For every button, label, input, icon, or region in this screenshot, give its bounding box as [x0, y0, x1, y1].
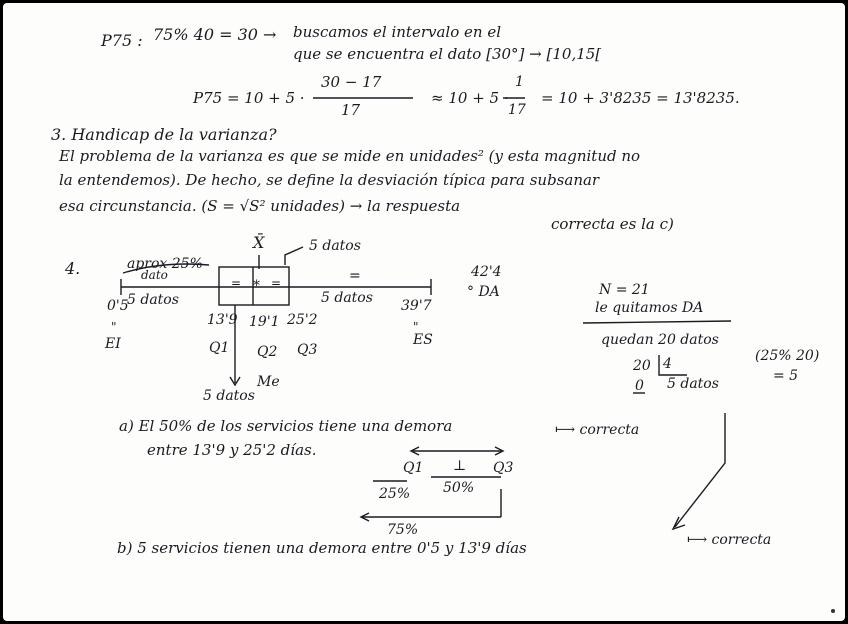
answer-pct-75: 75% [387, 522, 419, 538]
q4-left-five: 5 datos [127, 292, 179, 308]
side-remaining: quedan 20 datos [601, 332, 719, 348]
ink-strokes [3, 3, 845, 621]
q4-me-label: Me [257, 374, 280, 390]
q4-q2-label: Q2 [257, 344, 278, 360]
answer-a-line2: entre 13'9 y 25'2 días. [147, 441, 317, 459]
side-division-bracket [659, 355, 687, 375]
q4-xbar: X̄ [253, 233, 265, 252]
q4-ditto-min: " [111, 320, 117, 334]
q4-number: 4. [65, 259, 81, 278]
p75-desc-line2: que se encuentra el dato [30°] → [10,15[ [293, 45, 602, 63]
q4-q3-label: Q3 [297, 342, 318, 358]
answer-b-tag: ⟼ correcta [687, 532, 772, 548]
q3-line4: esa circunstancia. (S = √S² unidades) → la respuesta [59, 197, 461, 215]
q3-title: 3. Handicap de la varianza? [51, 125, 277, 144]
q3-line3: la entendemos). De hecho, se define la desviación típica para subsanar [59, 171, 600, 189]
q4-box-equal-left: = [231, 276, 242, 290]
answer-a-tag: ⟼ correcta [555, 422, 640, 438]
side-to-b-arrow [675, 413, 725, 527]
answer-q3: Q3 [493, 460, 514, 476]
q4-right-five: 5 datos [321, 290, 373, 306]
q4-ei: EI [105, 336, 121, 352]
side-div-dividend: 20 [633, 358, 651, 374]
q4-value-q1: 13'9 [207, 312, 238, 328]
q4-approx-dato: dato [141, 268, 168, 282]
q4-value-min: 0'5 [107, 298, 129, 314]
answer-a-line1: a) El 50% de los servicios tiene una demora [119, 417, 453, 435]
side-n: N = 21 [599, 282, 650, 298]
q4-five-bottom: 5 datos [203, 388, 255, 404]
worksheet-page [3, 3, 845, 621]
answer-median-mark: ⊥ [453, 458, 467, 474]
answer-pct-50: 50% [443, 480, 475, 496]
q4-box-mean-star: * [253, 278, 260, 294]
q4-es: ES [413, 332, 433, 348]
q4-five-top: 5 datos [309, 238, 361, 254]
side-div-divisor: 4 [663, 356, 672, 372]
p75-frac-numerator: 30 − 17 [321, 73, 382, 91]
q4-q1-label: Q1 [209, 340, 230, 356]
q4-ditto-max: " [413, 320, 419, 334]
side-div-quotient: 5 datos [667, 376, 719, 392]
side-underline [583, 321, 731, 323]
boxplot-box [219, 267, 289, 305]
p75-frac-denominator: 17 [341, 101, 361, 119]
q4-outlier-da: ° DA [467, 284, 500, 300]
five-top-pointer [285, 247, 303, 265]
side-pct-result: = 5 [773, 368, 799, 384]
p75-frac2-numerator: 1 [515, 74, 524, 90]
p75-frac2-denominator: 17 [508, 102, 526, 118]
q4-approx-25: aprox 25% [127, 256, 203, 272]
q3-line5: correcta es la c) [551, 215, 674, 233]
q4-box-equal-right: = [271, 276, 282, 290]
q3-line2: El problema de la varianza es que se mide en unidades² (y esta magnitud no [59, 147, 641, 165]
approx-bracket [123, 264, 209, 273]
p75-formula-lhs: P75 = 10 + 5 · [193, 89, 305, 107]
q4-value-outlier: 42'4 [471, 264, 502, 280]
p75-calc: 75% 40 = 30 → [153, 25, 277, 44]
answer-b-line: b) 5 servicios tienen una demora entre 0'5 y 13'9 días [117, 539, 527, 557]
side-div-remainder: 0 [635, 378, 644, 394]
p75-formula-mid: ≈ 10 + 5 · [431, 89, 509, 107]
p75-desc-line1: buscamos el intervalo en el [293, 23, 501, 41]
side-pct: (25% 20) [755, 348, 820, 364]
answer-q1: Q1 [403, 460, 424, 476]
side-remove-da: le quitamos DA [595, 300, 704, 316]
q4-value-median: 19'1 [249, 314, 280, 330]
answer-pct-25: 25% [379, 486, 411, 502]
page-dot [831, 609, 835, 613]
p75-label: P75 : [101, 31, 143, 50]
p75-formula-rhs: = 10 + 3'8235 = 13'8235. [541, 89, 740, 107]
q4-value-q3: 25'2 [287, 312, 318, 328]
q4-value-max: 39'7 [401, 298, 432, 314]
q4-equals: = [349, 268, 361, 284]
